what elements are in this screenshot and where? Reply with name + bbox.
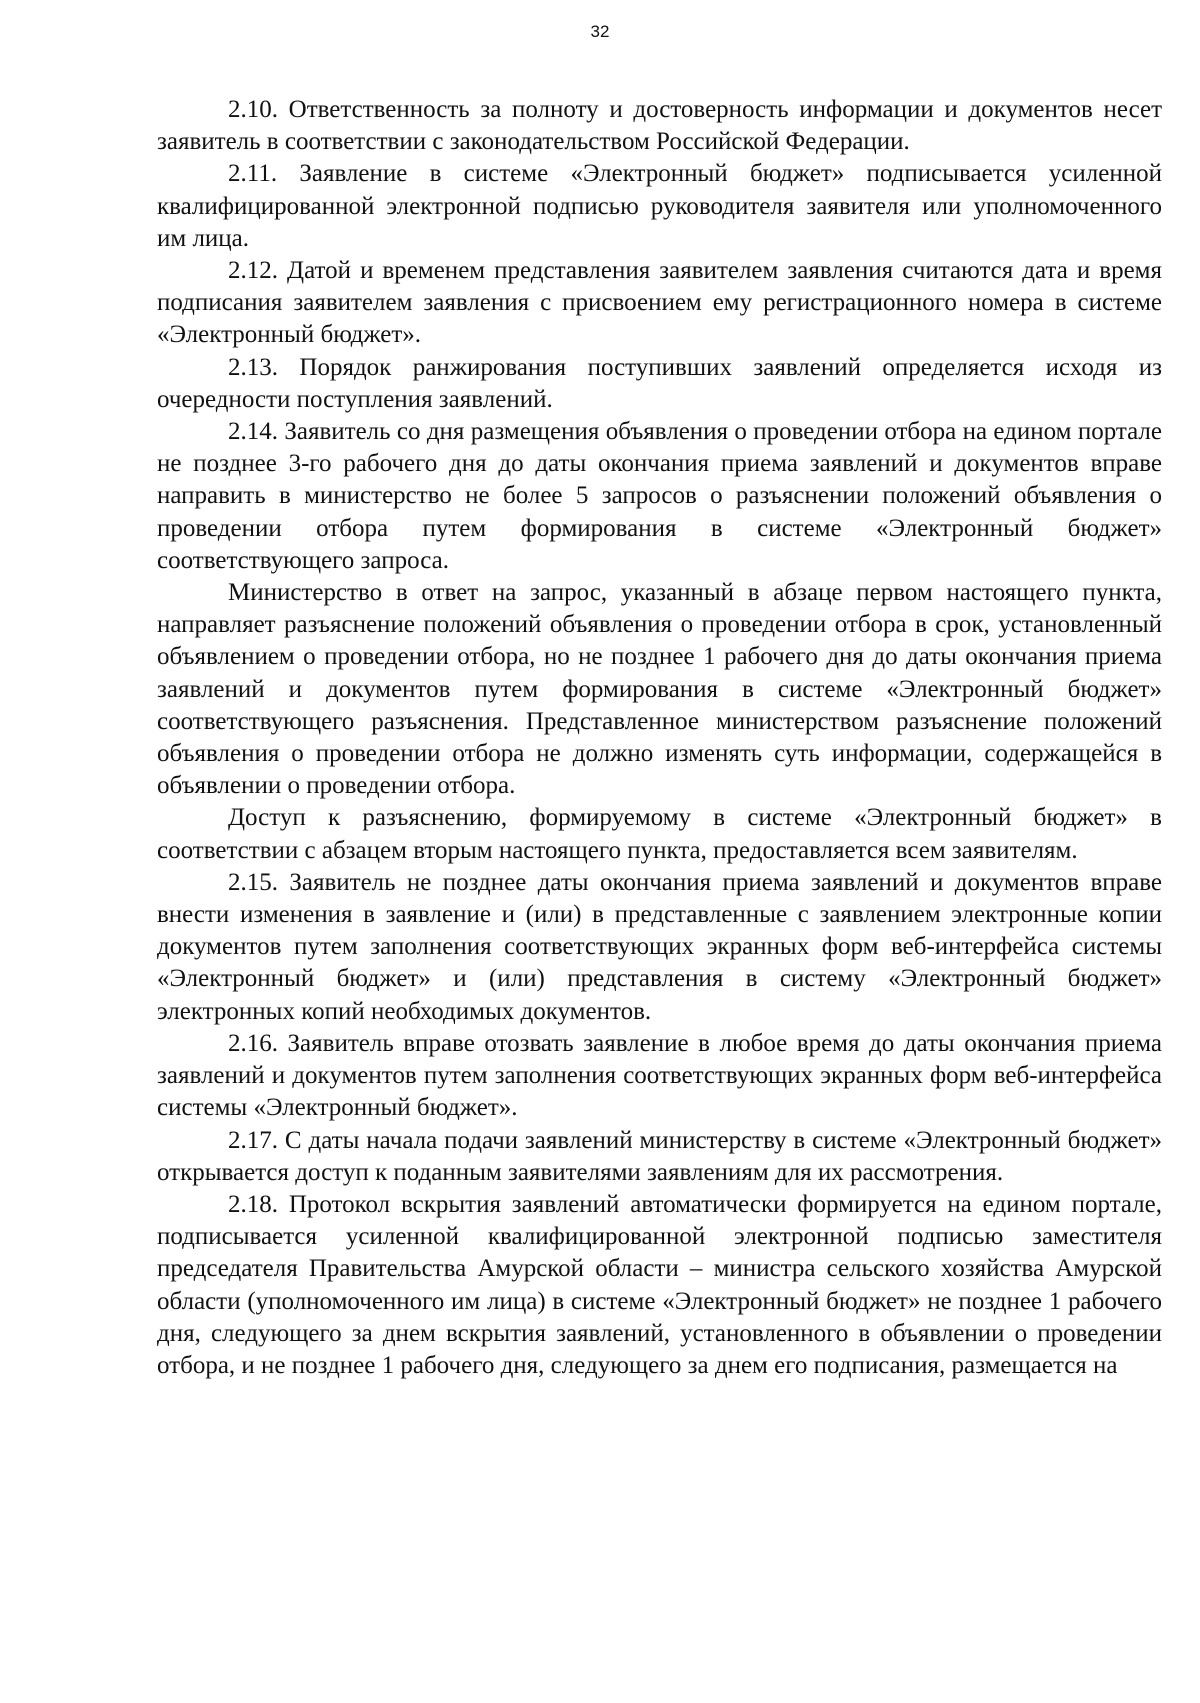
paragraph-2-16: 2.16. Заявитель вправе отозвать заявление в любое время до даты окончания приема заявлений и документов путем заполнения соответствующих экранных форм веб-интерфейса системы «Электронный бюджет». xyxy=(157,1029,1162,1122)
paragraph-2-17: 2.17. С даты начала подачи заявлений министерству в системе «Электронный бюджет» открывается доступ к поданным заявителями заявлениям для их рассмотрения. xyxy=(157,1126,1162,1186)
paragraph-2-10: 2.10. Ответственность за полноту и достоверность информации и документов несет заявитель в соответствии с законодательством Российской Федерации. xyxy=(157,96,1162,156)
paragraph-2-12: 2.12. Датой и временем представления заявителем заявления считаются дата и время подписания заявителем заявления с присвоением ему регистрационного номера в системе «Электронный бюджет». xyxy=(157,257,1162,349)
paragraph-2-11: 2.11. Заявление в системе «Электронный бюджет» подписывается усиленной квалифицированной электронной подписью руководителя заявителя или уполномоченного им лица. xyxy=(157,160,1162,252)
paragraph-2-14: 2.14. Заявитель со дня размещения объявления о проведении отбора на едином портале не позднее 3-го рабочего дня до даты окончания приема заявлений и документов вправе направить в министерство не более 5 запросов о разъяснении положений объявления о проведении отбора путем формирования в системе «Электронный бюджет» соответствующего запроса. xyxy=(157,418,1162,574)
paragraph-2-18: 2.18. Протокол вскрытия заявлений автоматически формируется на едином портале, подписывается усиленной квалифицированной электронной подписью заместителя председателя Правительства Амурской области – министра сельского хозяйства Амурской области (уполномоченного им лица) в системе «Электронный бюджет» не позднее 1 рабочего дня, следующего за днем вскрытия заявлений, установленного в объявлении о проведении отбора, и не позднее 1 рабочего дня, следующего за днем его подписания, размещается на xyxy=(157,1190,1162,1379)
page-number: 32 xyxy=(590,22,610,41)
paragraph-2-14-access: Доступ к разъяснению, формируемому в системе «Электронный бюджет» в соответствии с абзацем вторым настоящего пункта, предоставляется всем заявителям. xyxy=(157,804,1162,864)
paragraph-2-15: 2.15. Заявитель не позднее даты окончания приема заявлений и документов вправе внести изменения в заявление и (или) в представленные с заявлением электронные копии документов путем заполнения соответствующих экранных форм веб-интерфейса системы «Электронный бюджет» и (или) представления в систему «Электронный бюджет» электронных копий необходимых документов. xyxy=(157,868,1162,1025)
paragraph-2-14-clarification: Министерство в ответ на запрос, указанный в абзаце первом настоящего пункта, направляет разъяснение положений объявления о проведении отбора в срок, установленный объявлением о проведении отбора, но не позднее 1 рабочего дня до даты окончания приема заявлений и документов путем формирования в системе «Электронный бюджет» соответствующего разъяснения. Представленное министерством разъяснение положений объявления о проведении отбора не должно изменять суть информации, содержащейся в объявлении о проведении отбора. xyxy=(157,579,1162,800)
paragraph-2-13: 2.13. Порядок ранжирования поступивших заявлений определяется исходя из очередности поступления заявлений. xyxy=(157,353,1162,413)
page-body xyxy=(157,94,1162,1382)
